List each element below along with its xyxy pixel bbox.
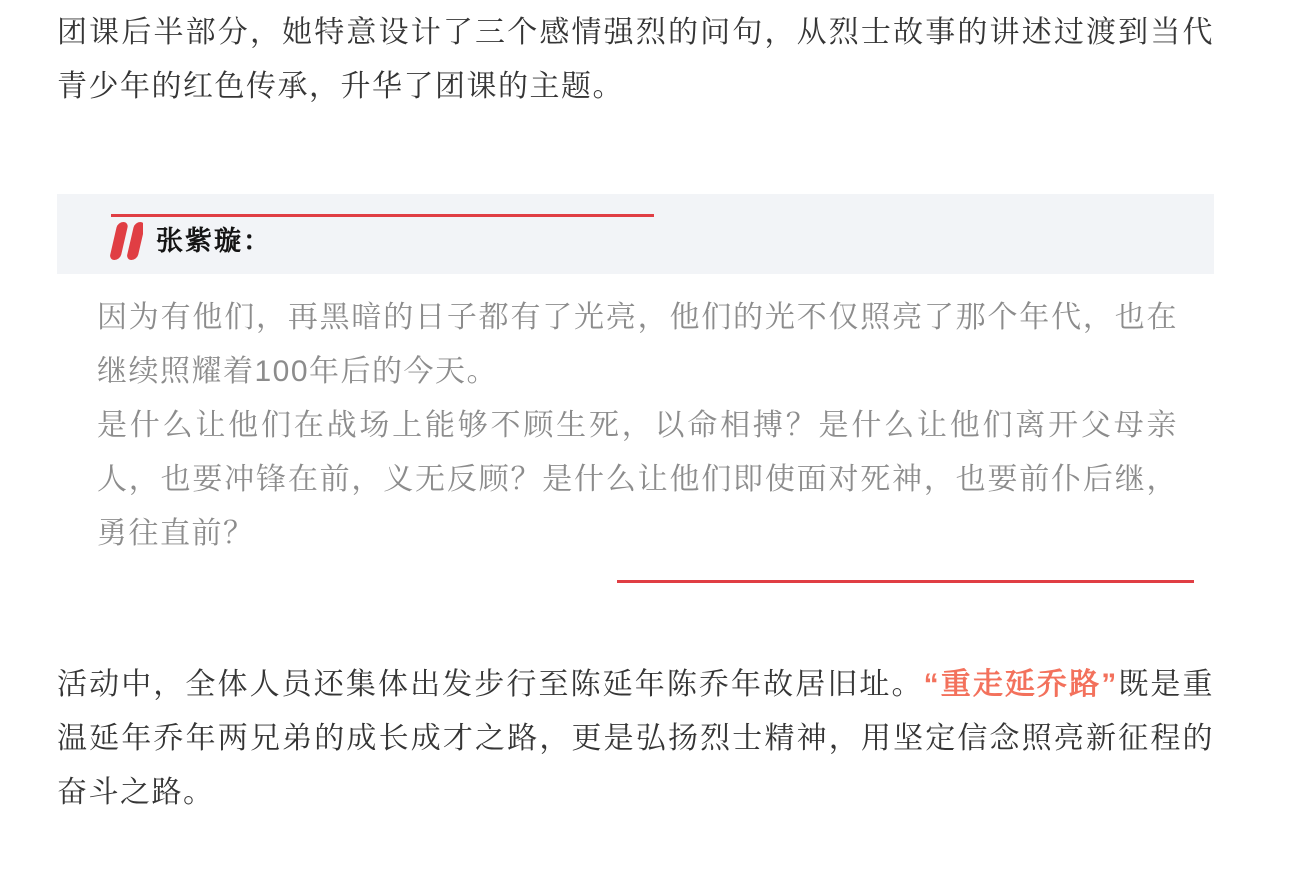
closing-paragraph bbox=[57, 658, 1214, 820]
quote-bottom-divider bbox=[617, 580, 1194, 583]
quote-paragraph: 是什么让他们在战场上能够不顾生死，以命相搏？是什么让他们离开父母亲人，也要冲锋在前，义无反顾？是什么让他们即使面对死神，也要前仆后继，勇往直前？ bbox=[97, 409, 1178, 550]
double-quote-icon bbox=[109, 221, 143, 261]
quote-speaker-name: 张紫璇： bbox=[156, 226, 272, 256]
quote-top-divider bbox=[111, 214, 654, 217]
quote-section bbox=[57, 194, 1214, 583]
quote-header bbox=[57, 194, 1214, 274]
highlighted-phrase: “重走延乔路” bbox=[923, 668, 1118, 701]
closing-text-after: 既是重温延年乔年两兄弟的成长成才之路，更是弘扬烈士精神，用坚定信念照亮新征程的奋斗之路。 bbox=[57, 668, 1215, 809]
quote-header-row bbox=[57, 194, 1214, 261]
closing-text-before: 活动中，全体人员还集体出发步行至陈延年陈乔年故居旧址。 bbox=[57, 668, 924, 701]
quote-paragraph: 因为有他们，再黑暗的日子都有了光亮，他们的光不仅照亮了那个年代，也在继续照耀着100年后的今天。 bbox=[97, 301, 1178, 388]
intro-paragraph: 团课后半部分，她特意设计了三个感情强烈的问句，从烈士故事的讲述过渡到当代青少年的红色传承，升华了团课的主题。 bbox=[57, 16, 1214, 103]
quote-body bbox=[57, 274, 1214, 561]
